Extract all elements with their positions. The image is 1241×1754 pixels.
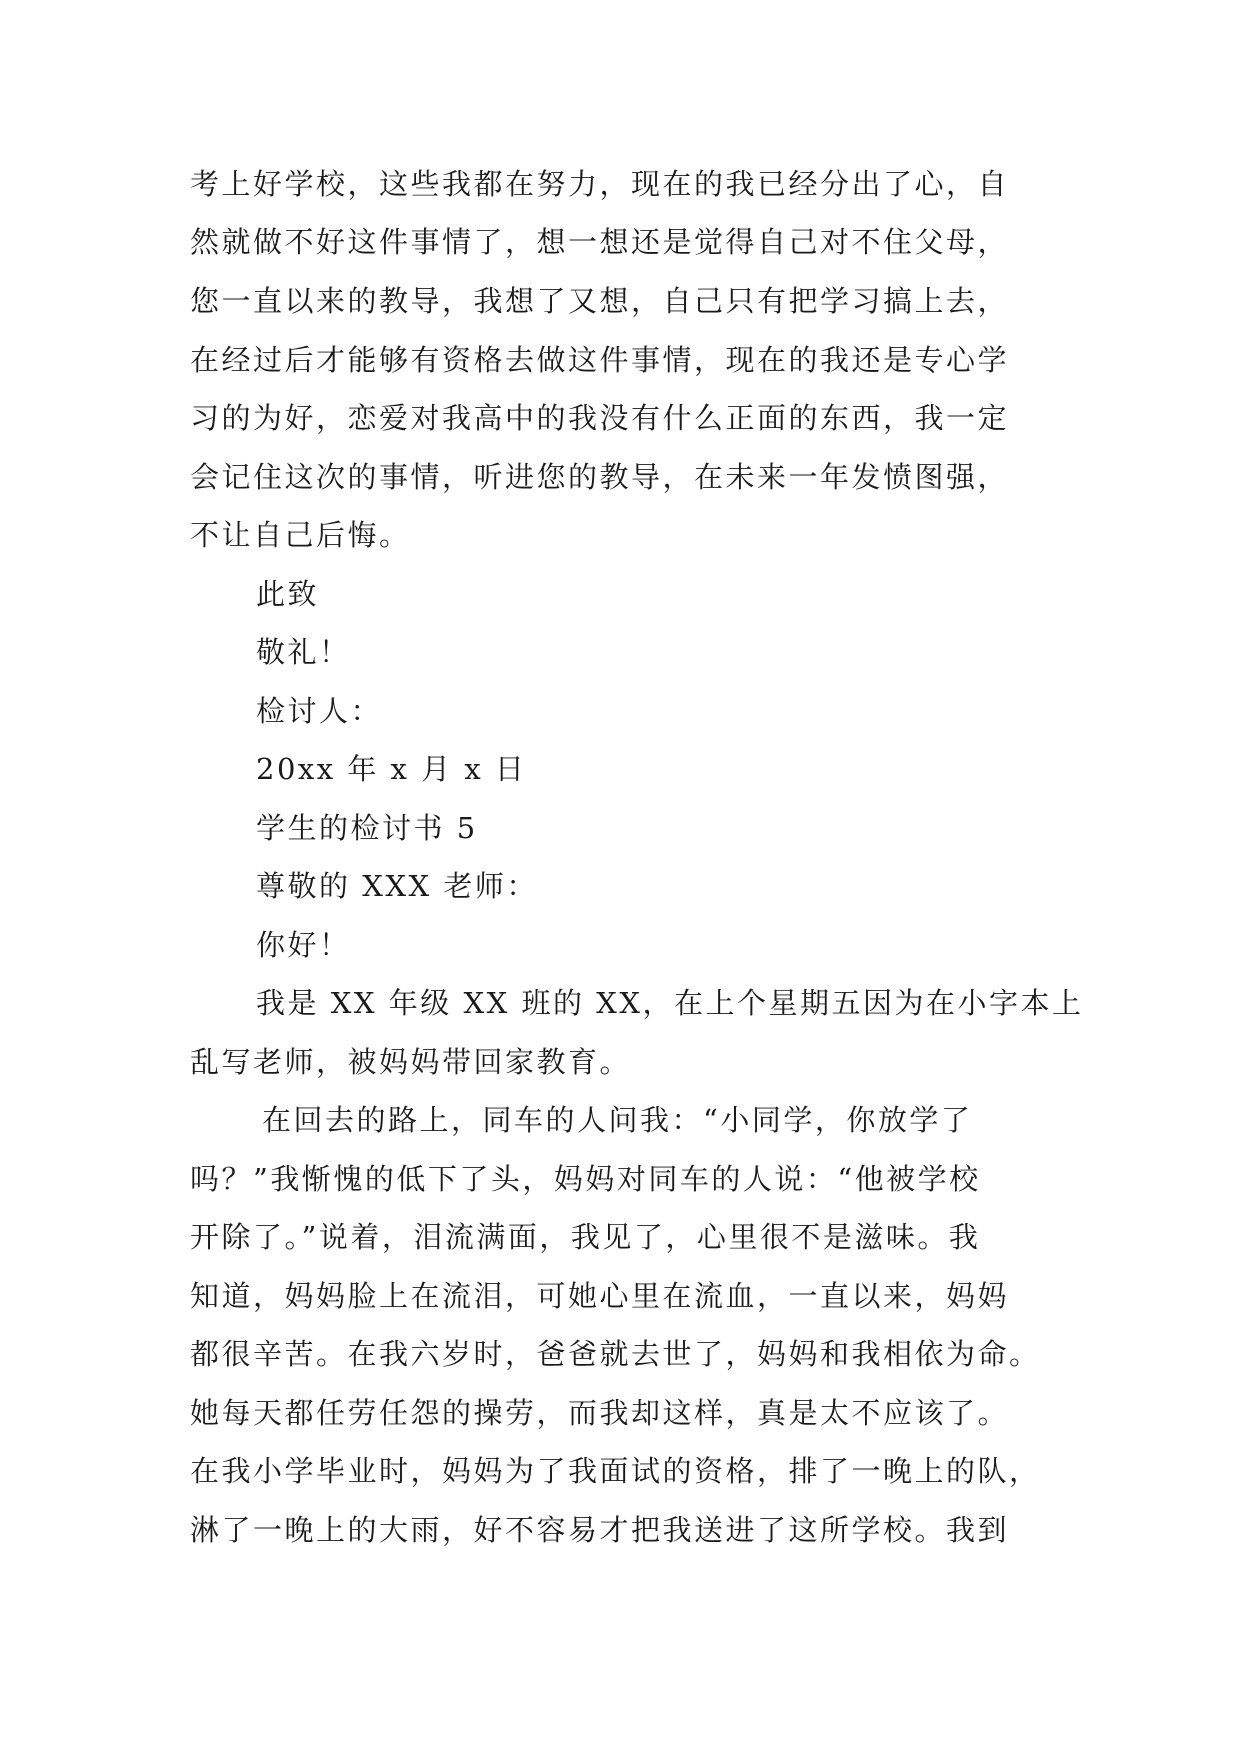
text-line: 会记住这次的事情，听进您的教导，在未来一年发愤图强， xyxy=(190,460,1010,494)
text-line: 考上好学校，这些我都在努力，现在的我已经分出了心，自 xyxy=(190,167,1010,201)
text-line: 淋了一晚上的大雨，好不容易才把我送进了这所学校。我到 xyxy=(190,1513,1010,1547)
closing-respect: 敬礼！ xyxy=(256,635,351,669)
text-line: 然就做不好这件事情了，想一想还是觉得自己对不住父母， xyxy=(190,225,1010,259)
text-line: 不让自己后悔。 xyxy=(190,518,411,552)
text-line: 在经过后才能够有资格去做这件事情，现在的我还是专心学 xyxy=(190,343,1010,377)
closing-salutation: 此致 xyxy=(256,577,320,611)
greeting: 你好！ xyxy=(256,928,351,962)
text-line: 都很辛苦。在我六岁时，爸爸就去世了，妈妈和我相依为命。 xyxy=(190,1337,1041,1371)
section-title: 学生的检讨书 5 xyxy=(256,811,478,845)
text-line: 开除了。”说着，泪流满面，我见了，心里很不是滋味。我 xyxy=(190,1220,981,1254)
text-line: 您一直以来的教导，我想了又想，自己只有把学习搞上去， xyxy=(190,284,1010,318)
greeting-recipient: 尊敬的 XXX 老师： xyxy=(256,869,538,903)
signature-label: 检讨人： xyxy=(256,694,383,728)
paragraph-start: 我是 XX 年级 XX 班的 XX，在上个星期五因为在小字本上 xyxy=(256,986,1084,1020)
text-line: 她每天都任劳任怨的操劳，而我却这样，真是太不应该了。 xyxy=(190,1396,1010,1430)
date-line: 20xx 年 x 月 x 日 xyxy=(256,752,527,786)
text-line: 习的为好，恋爱对我高中的我没有什么正面的东西，我一定 xyxy=(190,401,1010,435)
text-line: 乱写老师，被妈妈带回家教育。 xyxy=(190,1045,632,1079)
text-line: 吗？”我惭愧的低下了头，妈妈对同车的人说：“他被学校 xyxy=(190,1162,981,1196)
paragraph-start: 在回去的路上，同车的人问我：“小同学，你放学了 xyxy=(262,1103,973,1137)
text-line: 在我小学毕业时，妈妈为了我面试的资格，排了一晚上的队， xyxy=(190,1454,1041,1488)
text-line: 知道，妈妈脸上在流泪，可她心里在流血，一直以来，妈妈 xyxy=(190,1279,1010,1313)
